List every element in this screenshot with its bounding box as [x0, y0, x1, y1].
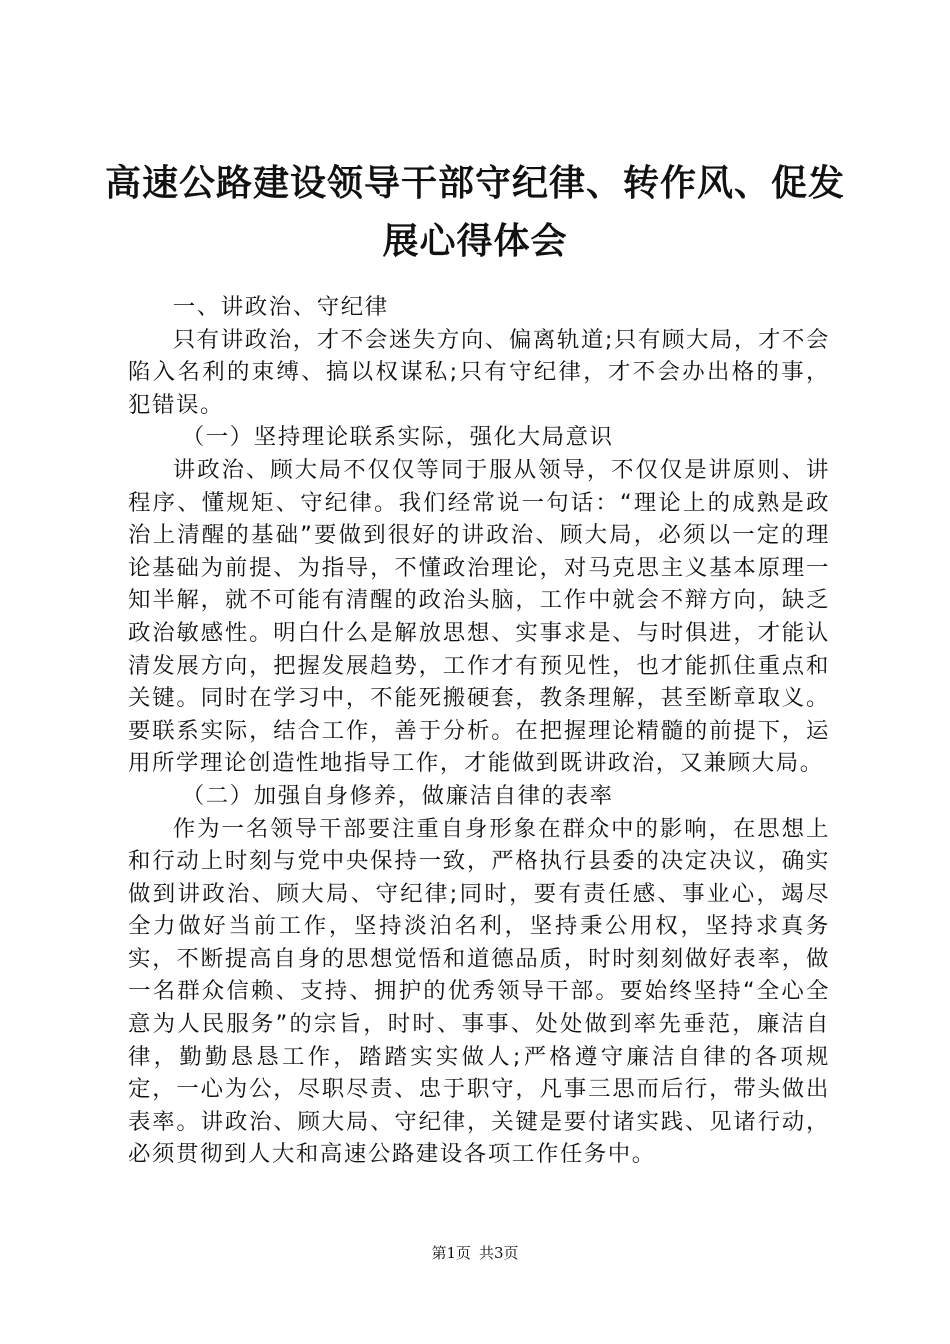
- page-footer: [0, 1243, 950, 1263]
- document-title-line-1: 高速公路建设领导干部守纪律、转作风、促发: [104, 162, 845, 204]
- page-total: 共3页: [479, 1244, 519, 1262]
- section-heading: 一、讲政治、守纪律: [172, 294, 389, 320]
- body-paragraph: 作为一名领导干部要注重自身形象在群众中的影响，在思想上和行动上时刻与党中央保持一致，严格执行县委的决定决议，确实做到讲政治、顾大局、守纪律;同时，要有责任感、事业心，竭尽全力做好当前工作，坚持淡泊名利，坚持秉公用权，坚持求真务实，不断提高自身的思想觉悟和道德品质，时时刻刻做好表率，做一名群众信赖、支持、拥护的优秀领导干部。要始终坚持“全心全意为人民服务”的宗旨，时时、事事、处处做到率先垂范，廉洁自律，勤勤恳恳工作，踏踏实实做人;严格遵守廉洁自律的各项规定，一心为公，尽职尽责、忠于职守，凡事三思而后行，带头做出表率。讲政治、顾大局、守纪律，关键是要付诸实践、见诸行动，必须贯彻到人大和高速公路建设各项工作任务中。: [128, 815, 830, 1168]
- document-title-line-2: 展心得体会: [382, 220, 568, 262]
- document-body: [128, 291, 830, 1171]
- subsection-heading: （一）坚持理论联系实际，强化大局意识: [181, 424, 614, 451]
- page-number: 第1页: [431, 1244, 471, 1262]
- body-paragraph: 讲政治、顾大局不仅仅等同于服从领导，不仅仅是讲原则、讲程序、懂规矩、守纪律。我们经常说一句话：“理论上的成熟是政治上清醒的基础”要做到很好的讲政治、顾大局，必须以一定的理论基础为前提、为指导，不懂政治理论，对马克思主义基本原理一知半解，就不可能有清醒的政治头脑，工作中就会不辩方向，缺乏政治敏感性。明白什么是解放思想、实事求是、与时俱进，才能认清发展方向，把握发展趋势，工作才有预见性，也才能抓住重点和关键。同时在学习中，不能死搬硬套，教条理解，甚至断章取义。要联系实际，结合工作，善于分析。在把握理论精髓的前提下，运用所学理论创造性地指导工作，才能做到既讲政治，又兼顾大局。: [128, 456, 830, 777]
- subsection-heading: （二）加强自身修养，做廉洁自律的表率: [181, 782, 614, 809]
- body-paragraph: 只有讲政治，才不会迷失方向、偏离轨道;只有顾大局，才不会陷入名利的束缚、搞以权谋私;只有守纪律，才不会办出格的事，犯错误。: [128, 326, 830, 418]
